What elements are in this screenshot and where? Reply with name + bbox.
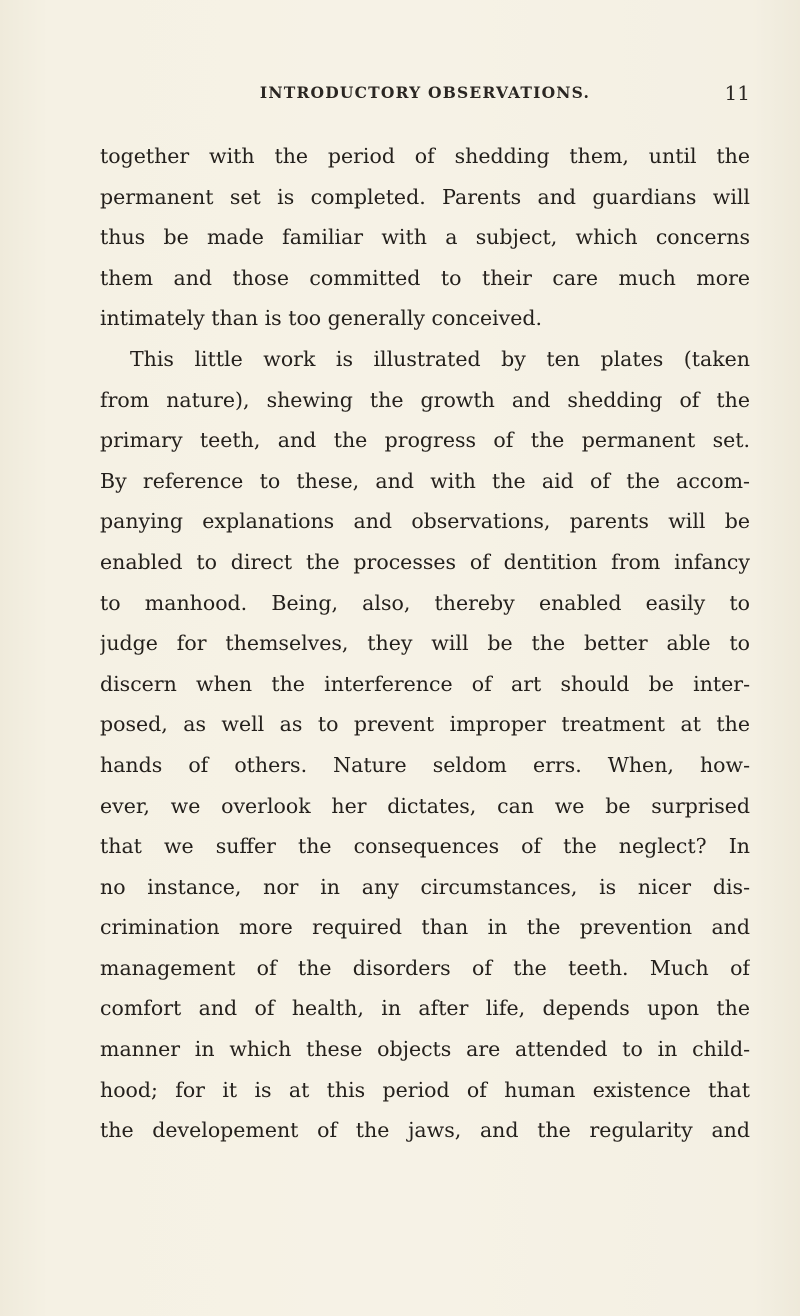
text-line: discern when the interference of art should be inter- <box>100 671 750 696</box>
text-line: together with the period of shedding them, until the <box>100 144 750 168</box>
text-line: to manhood. Being, also, thereby enabled easily to <box>100 590 750 615</box>
text-line: crimination more required than in the prevention and <box>100 915 750 940</box>
text-line: permanent set is completed. Parents and guardians will <box>100 184 750 209</box>
text-line: comfort and of health, in after life, depends upon the <box>100 996 750 1021</box>
body-text <box>100 136 750 1151</box>
text-line: ever, we overlook her dictates, can we be surprised <box>100 793 750 818</box>
text-line: hands of others. Nature seldom errs. When, how- <box>100 752 750 777</box>
text-line: from nature), shewing the growth and shedding of the <box>100 387 750 412</box>
text-line: enabled to direct the processes of dentition from infancy <box>100 549 750 574</box>
text-line: management of the disorders of the teeth. Much of <box>100 955 750 980</box>
text-line: primary teeth, and the progress of the permanent set. <box>100 428 750 453</box>
text-line: judge for themselves, they will be the better able to <box>100 631 750 656</box>
text-line: thus be made familiar with a subject, which concerns <box>100 225 750 250</box>
running-title: INTRODUCTORY OBSERVATIONS. <box>259 83 591 102</box>
running-head <box>100 78 750 108</box>
text-line: hood; for it is at this period of human existence that <box>100 1077 750 1102</box>
text-line: that we suffer the consequences of the neglect? In <box>100 834 750 859</box>
text-line: This little work is illustrated by ten plates (taken <box>130 346 750 371</box>
text-line: manner in which these objects are attended to in child- <box>100 1037 750 1062</box>
text-line: no instance, nor in any circumstances, is nicer dis- <box>100 874 750 899</box>
text-line: them and those committed to their care much more <box>100 265 750 290</box>
text-line: posed, as well as to prevent improper treatment at the <box>100 712 750 737</box>
text-line: the developement of the jaws, and the regularity and <box>100 1118 750 1143</box>
page-number: 11 <box>724 81 750 105</box>
text-line: panying explanations and observations, parents will be <box>100 509 750 534</box>
text-line: intimately than is too generally conceived. <box>100 306 543 331</box>
text-line: By reference to these, and with the aid of the accom- <box>100 468 750 493</box>
